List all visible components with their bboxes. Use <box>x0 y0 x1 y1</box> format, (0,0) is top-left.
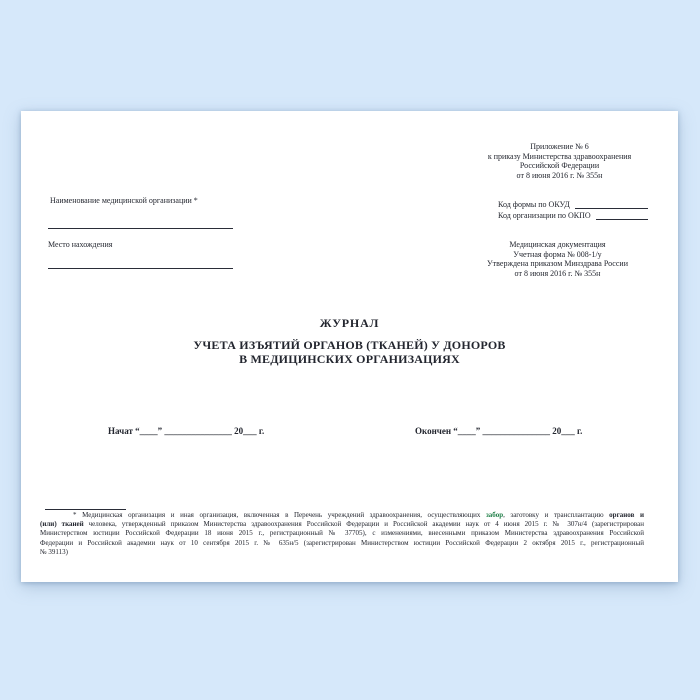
footnote <box>40 511 644 557</box>
date-finished-line: Окончен “____” _______________ 20___ г. <box>415 426 583 436</box>
footnote-link-zabor[interactable]: забор <box>485 511 504 519</box>
okud-blank-line <box>575 208 648 209</box>
footnote-line <box>40 520 644 529</box>
footnote-separator <box>45 509 126 510</box>
okud-row <box>498 198 648 209</box>
med-doc-line: Медицинская документация <box>509 240 606 249</box>
appendix-line: Приложение № 6 <box>530 142 589 151</box>
footnote-line: № 39113) <box>40 547 68 556</box>
footnote-text: * Медицинская организация и иная организация, включенная в Перечень учреждений здравоохранения, осуществляющих <box>73 511 486 519</box>
appendix-line: к приказу Министерства здравоохранения <box>487 151 632 161</box>
med-doc-line: Учетная форма № 008-1/у <box>513 249 602 259</box>
journal-subtitle-line2: В МЕДИЦИНСКИХ ОРГАНИЗАЦИЯХ <box>239 351 460 366</box>
footnote-line: Министерством юстиции Российской Федерации 18 июня 2015 г., регистрационный № 37705), с изменениями, внесенными приказом Министерства здравоохранения Российской <box>40 529 644 538</box>
med-doc-line: Утверждена приказом Минздрава России <box>487 259 628 269</box>
okpo-blank-line <box>596 219 648 220</box>
footnote-line <box>40 511 644 520</box>
journal-subtitle-line1: УЧЕТА ИЗЪЯТИЙ ОРГАНОВ (ТКАНЕЙ) У ДОНОРОВ <box>193 338 506 352</box>
org-name-blank-line <box>48 228 233 229</box>
footnote-text: , заготовку и трансплантацию <box>503 511 610 519</box>
codes-block <box>498 198 648 220</box>
appendix-line: от 8 июня 2016 г. № 355н <box>516 170 603 180</box>
appendix-block <box>447 142 672 180</box>
document-page <box>21 111 678 582</box>
location-label: Место нахождения <box>48 240 113 249</box>
okpo-label: Код организации по ОКПО <box>498 211 591 220</box>
okpo-row <box>498 209 648 220</box>
med-doc-line: от 8 июня 2016 г. № 355н <box>514 268 601 278</box>
journal-title-block <box>21 316 678 366</box>
footnote-bold-text: органов и <box>609 511 645 519</box>
org-name-label: Наименование медицинской организации * <box>50 196 198 205</box>
journal-title: ЖУРНАЛ <box>319 316 380 330</box>
appendix-line: Российской Федерации <box>519 161 600 170</box>
okud-label: Код формы по ОКУД <box>498 200 570 209</box>
footnote-line: Федерации и Российской академии наук от 10 сентября 2015 г. № 635н/5 (зарегистрирован Министерством юстиции Российской Федерации 2 октября 2015 г., регистрационный <box>40 538 644 547</box>
footnote-bold-text: (или) тканей <box>40 520 84 529</box>
date-started-line: Начат “____” _______________ 20___ г. <box>108 426 265 436</box>
footnote-text: человека, утвержденный приказом Министерства здравоохранения Российской Федерации и Российской академии наук от 4 июня 2015 г. № 307н/4 (зарегистрирован <box>83 520 644 529</box>
med-doc-block <box>445 240 670 278</box>
journal-subtitle <box>21 339 678 366</box>
location-blank-line <box>48 268 233 269</box>
